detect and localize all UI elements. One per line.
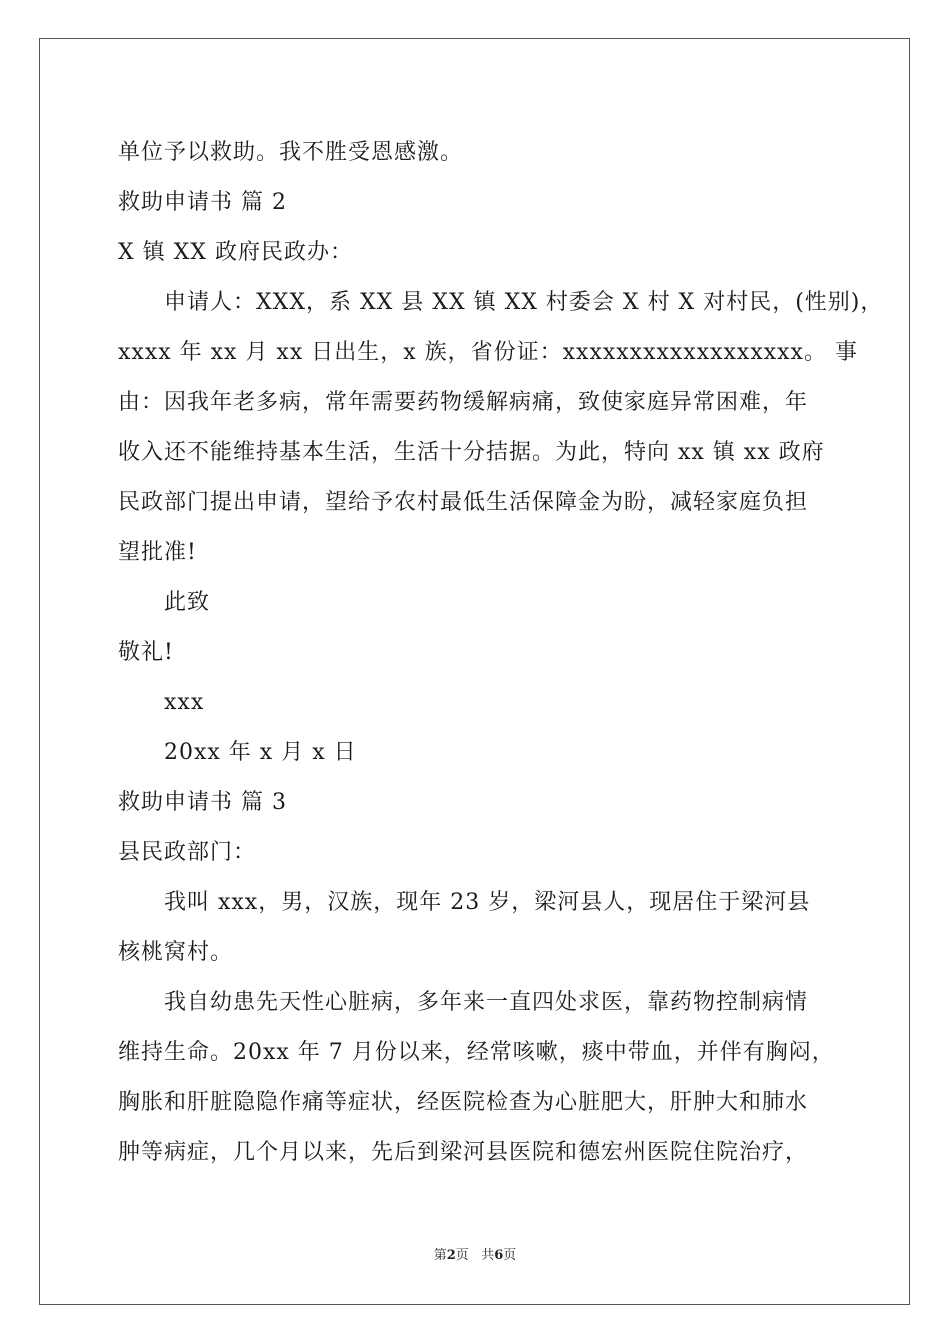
closing-line: 此致 <box>164 590 211 615</box>
text-line: 我叫 xxx，男，汉族，现年 23 岁，梁河县人，现居住于梁河县 <box>164 890 811 915</box>
text-line: 肿等病症，几个月以来，先后到梁河县医院和德宏州医院住院治疗， <box>118 1140 809 1165</box>
section-heading: 救助申请书 篇 2 <box>118 190 287 215</box>
text-line: 我自幼患先天性心脏病，多年来一直四处求医，靠药物控制病情 <box>164 990 809 1015</box>
footer-prefix: 第 <box>433 1248 447 1263</box>
text-line: 维持生命。20xx 年 7 月份以来，经常咳嗽，痰中带血，并伴有胸闷， <box>118 1040 835 1065</box>
page-footer <box>0 1246 950 1266</box>
text-line: 由：因我年老多病，常年需要药物缓解病痛，致使家庭异常困难，年 <box>118 390 809 415</box>
footer-total-prefix: 共 <box>481 1248 495 1263</box>
text-line: 胸胀和肝脏隐隐作痛等症状，经医院检查为心脏肥大，肝肿大和肺水 <box>118 1090 809 1115</box>
document-body <box>118 128 884 1178</box>
date-line: 20xx 年 x 月 x 日 <box>164 740 357 765</box>
section-heading: 救助申请书 篇 3 <box>118 790 287 815</box>
text-line: 望批准! <box>118 540 197 565</box>
text-line: 申请人：XXX，系 XX 县 XX 镇 XX 村委会 X 村 X 对村民，(性别)， <box>164 290 884 315</box>
signature: xxx <box>164 690 205 715</box>
text-line: 单位予以救助。我不胜受恩感激。 <box>118 140 464 165</box>
text-line: 核桃窝村。 <box>118 940 234 965</box>
closing-line: 敬礼! <box>118 640 174 665</box>
current-page-number: 2 <box>446 1248 456 1263</box>
total-page-count: 6 <box>494 1248 504 1263</box>
addressee: X 镇 XX 政府民政办： <box>118 240 353 265</box>
addressee: 县民政部门： <box>118 840 257 865</box>
footer-page-suffix: 页 <box>455 1248 469 1263</box>
text-line: 收入还不能维持基本生活，生活十分拮据。为此，特向 xx 镇 xx 政府 <box>118 440 825 465</box>
text-line: xxxx 年 xx 月 xx 日出生，x 族，省份证：xxxxxxxxxxxxxxxxxx。 事 <box>118 340 858 365</box>
footer-total-suffix: 页 <box>503 1248 517 1263</box>
text-line: 民政部门提出申请，望给予农村最低生活保障金为盼，减轻家庭负担 <box>118 490 809 515</box>
